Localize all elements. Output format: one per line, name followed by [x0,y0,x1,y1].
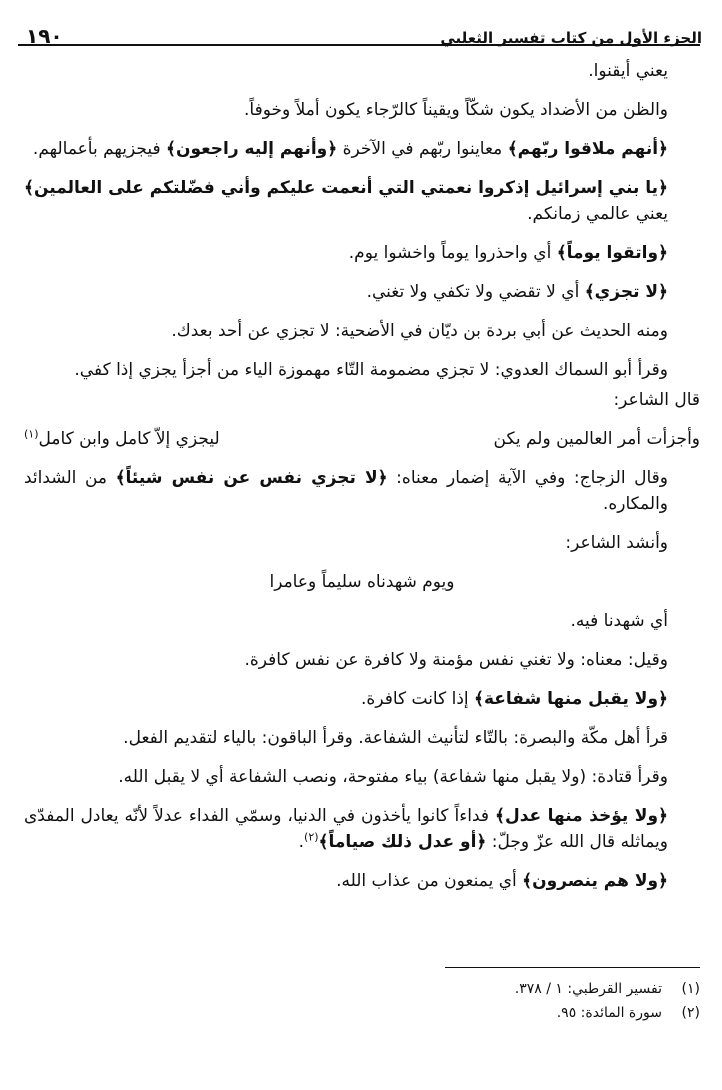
paragraph-16: وقرأ قتادة: (ولا يقبل منها شفاعة) بياء مفتوحة، ونصب الشفاعة أي لا يقبل الله. [118,767,668,787]
paragraph-3 [24,136,700,162]
quran-quote: ﴿واتقوا يوماً﴾ [556,243,668,263]
paragraph-text: من الشدائد والمكاره. [24,468,668,514]
footnote-ref-1: (١) [24,427,39,441]
paragraph-18 [24,868,700,894]
footnote-text: سورة المائدة: ٩٥. [556,1005,662,1021]
quran-quote: ﴿يا بني إسرائيل إذكروا نعمتي التي أنعمت عليكم وأني فضّلتكم على العالمين﴾ [24,178,668,198]
page-number: ١٩٠ [26,24,63,48]
quran-quote: ﴿لا تجزي﴾ [584,282,668,302]
paragraph-text: فداءاً كانوا يأخذون في الدنيا، وسمّي الفداء عدلاً لأنّه يعادل المفدّى ويماثله قال الله عزّ وجلّ: [24,806,668,852]
verse-1-second-half [24,426,220,452]
running-title: الجزء الأول من كتاب تفسير الثعلبي [440,29,702,47]
paragraph-14 [24,686,700,712]
paragraph-4 [24,175,700,227]
footnote-2 [24,1001,700,1025]
paragraph-11: وأنشد الشاعر: [565,533,668,553]
quran-quote: ﴿ولا يقبل منها شفاعة﴾ [474,689,668,709]
footnote-ref-2: (٢) [304,830,319,844]
footnote-rule [445,967,700,968]
paragraph-text: أي يمنعون من عذاب الله. [336,871,523,891]
verse-1-first-half: وأجزأت أمر العالمين ولم يكن [493,429,700,449]
quran-quote: ﴿ولا هم ينصرون﴾ [522,871,668,891]
quran-quote: ﴿وأنهم إليه راجعون﴾ [166,139,338,159]
footnotes [24,977,700,1025]
quran-quote: ﴿أو عدل ذلك صياماً﴾ [318,832,487,852]
paragraph-text: معاينوا ربّهم في الآخرة [337,139,508,159]
paragraph-13: وقيل: معناه: ولا تغني نفس مؤمنة ولا كافرة عن نفس كافرة. [244,650,668,670]
paragraph-text: . [298,832,305,852]
paragraph-text: وقال الزجاج: وفي الآية إضمار معناه: [387,468,669,488]
paragraph-8: وقرأ أبو السماك العدوي: لا تجزي مضمومة التّاء مهموزة الياء من أجزأ يجزي إذا كفي. [74,360,668,380]
verse-1-second-half-text: ليجزي إلاّ كامل وابن كامل [38,429,220,449]
paragraph-10 [24,465,700,517]
paragraph-17 [24,803,700,855]
verse-2: ويوم شهدناه سليماً وعامرا [269,572,455,592]
paragraph-12: أي شهدنا فيه. [570,611,668,631]
body-text [24,58,700,894]
page-header [26,12,702,46]
quran-quote: ﴿أنهم ملاقوا ربّهم﴾ [507,139,668,159]
paragraph-text: أي واحذروا يوماً واخشوا يوم. [348,243,557,263]
paragraph-1: يعني أيقنوا. [588,61,668,81]
paragraph-2: والظن من الأضداد يكون شكّاً ويقيناً كالرّجاء يكون أملاً وخوفاً. [243,100,668,120]
header-rule [18,44,700,46]
quran-quote: ﴿ولا يؤخذ منها عدل﴾ [494,806,668,826]
paragraph-text: إذا كانت كافرة. [361,689,475,709]
paragraph-5 [24,240,700,266]
footnote-text: تفسير القرطبي: ١ / ٣٧٨. [514,981,662,997]
paragraph-15: قرأ أهل مكّة والبصرة: بالتّاء لتأنيث الشفاعة. وقرأ الباقون: بالياء لتقديم الفعل. [123,728,668,748]
footnote-mark: (١) [681,981,700,997]
footnote-mark: (٢) [681,1005,700,1021]
paragraph-text: يعني عالمي زمانكم. [527,204,668,224]
verse-1 [24,426,700,452]
paragraph-text: أي لا تقضي ولا تكفي ولا تغني. [366,282,585,302]
footnote-1 [24,977,700,1001]
quran-quote: ﴿لا تجزي نفس عن نفس شيئاً﴾ [115,468,388,488]
paragraph-text: فيجزيهم بأعمالهم. [32,139,167,159]
paragraph-7: ومنه الحديث عن أبي بردة بن ديّان في الأضحية: لا تجزي عن أحد بعدك. [171,321,668,341]
paragraph-9: قال الشاعر: [613,390,700,410]
paragraph-6 [24,279,700,305]
